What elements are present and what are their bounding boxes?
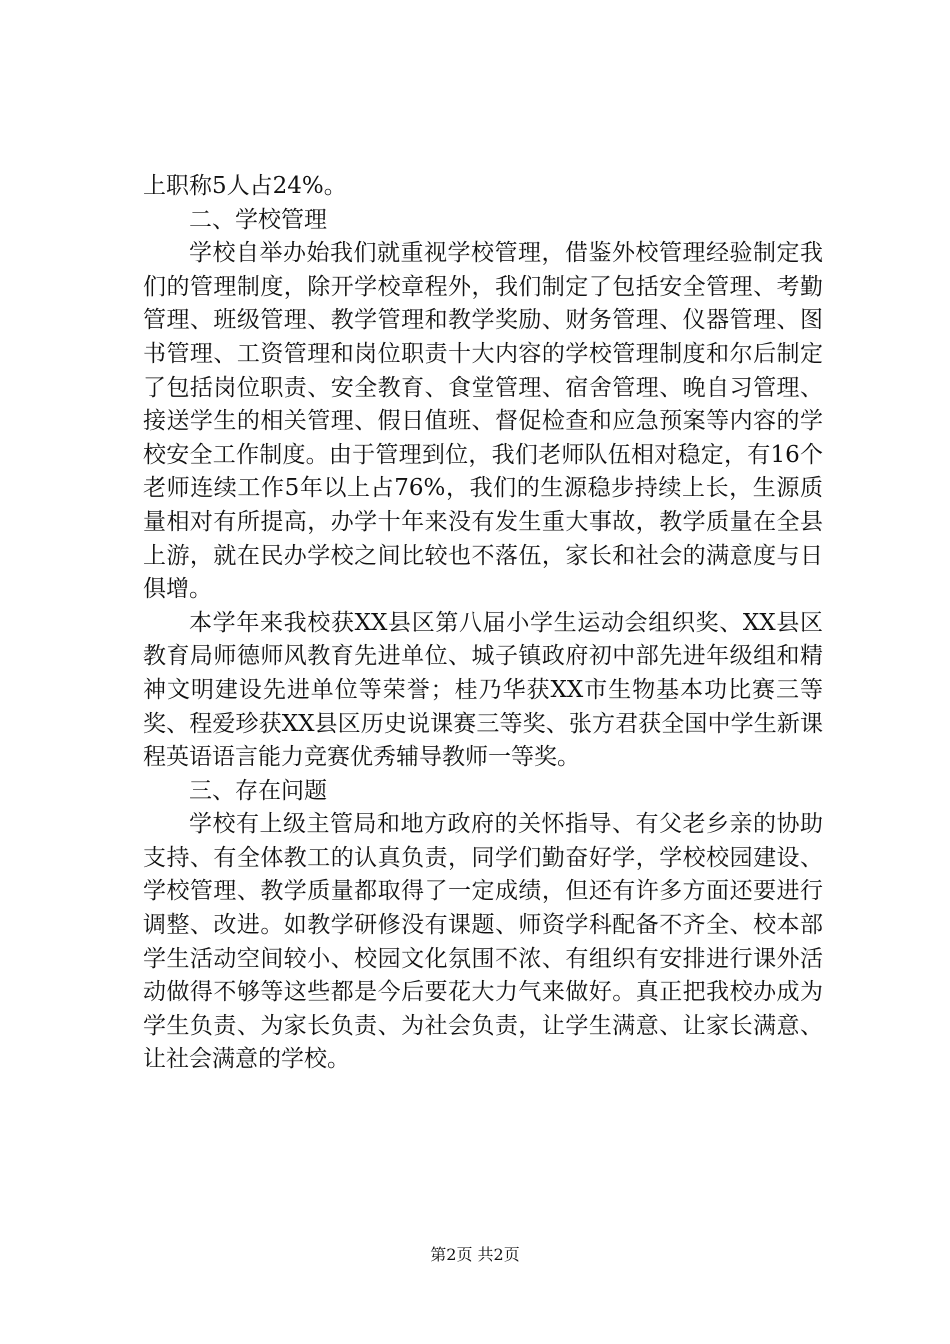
paragraph-problems: 学校有上级主管局和地方政府的关怀指导、有父老乡亲的协助支持、有全体教工的认真负责，同学们勤奋好学，学校校园建设、学校管理、教学质量都取得了一定成绩，但还有许多方面还要进行调整、改进。如教学研修没有课题、师资学科配备不齐全、校本部学生活动空间较小、校园文化氛围不浓、有组织有安排进行课外活动做得不够等这些都是今后要花大力气来做好。真正把我校办成为学生负责、为家长负责、为社会负责，让学生满意、让家长满意、让社会满意的学校。	[143, 811, 823, 1073]
document-body	[143, 170, 823, 1077]
paragraph-honors: 本学年来我校获XX县区第八届小学生运动会组织奖、XX县区教育局师德师风教育先进单位、城子镇政府初中部先进年级组和精神文明建设先进单位等荣誉；桂乃华获XX市生物基本功比赛三等奖、程爱珍获XX县区历史说课赛三等奖、张方君获全国中学生新课程英语语言能力竞赛优秀辅导教师一等奖。	[143, 609, 823, 771]
paragraph-continuation: 上职称5人占24%。	[143, 173, 347, 199]
section-heading-school-management: 二、学校管理	[189, 206, 327, 233]
paragraph-management: 学校自举办始我们就重视学校管理，借鉴外校管理经验制定我们的管理制度，除开学校章程外，我们制定了包括安全管理、考勤管理、班级管理、教学管理和教学奖励、财务管理、仪器管理、图书管理、工资管理和岗位职责十大内容的学校管理制度和尔后制定了包括岗位职责、安全教育、食堂管理、宿舍管理、晚自习管理、接送学生的相关管理、假日值班、督促检查和应急预案等内容的学校安全工作制度。由于管理到位，我们老师队伍相对稳定，有16个老师连续工作5年以上占76%，我们的生源稳步持续上长，生源质量相对有所提高，办学十年来没有发生重大事故，教学质量在全县上游，就在民办学校之间比较也不落伍，家长和社会的满意度与日俱增。	[143, 240, 823, 603]
section-heading-problems: 三、存在问题	[189, 777, 327, 804]
page-footer: 第2页 共2页	[430, 1245, 520, 1264]
